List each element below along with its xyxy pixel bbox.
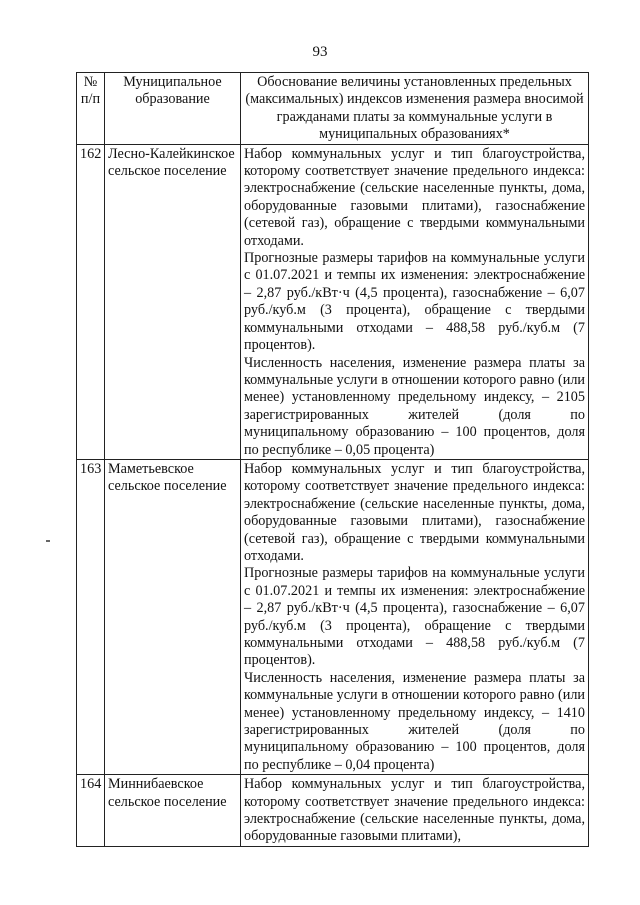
tariff-index-table — [76, 72, 589, 847]
justification-paragraph: Прогнозные размеры тарифов на коммунальные услуги с 01.07.2021 и темпы их изменения: электроснабжение – 2,87 руб./кВт·ч (4,5 процента), газоснабжение – 6,07 руб./куб.м (3 процента), обращение с твердыми коммунальными отходами – 488,58 руб./куб.м (7 процентов). — [244, 565, 585, 669]
justification-paragraph: Набор коммунальных услуг и тип благоустройства, которому соответствует значение предельного индекса: электроснабжение (сельские населенные пункты, дома, оборудованные газовыми плитами), газоснабжение (сетевой газ), обращение с твердыми коммунальными отходами. — [244, 460, 585, 564]
justification-paragraph: Численность населения, изменение размера платы за коммунальные услуги в отношении которого равно (или менее) установленному предельному индексу, – 2105 зарегистрированных жителей (доля по муниципальному образованию – 100 процентов, доля по республике – 0,05 процента) — [244, 354, 585, 458]
row-justification — [241, 144, 589, 459]
justification-paragraph: Набор коммунальных услуг и тип благоустройства, которому соответствует значение предельного индекса: электроснабжение (сельские населенные пункты, дома, оборудованные газовыми плитами), газоснабжение (сетевой газ), обращение с твердыми коммунальными отходами. — [244, 145, 585, 249]
table-row — [77, 144, 589, 459]
table-header-row — [77, 73, 589, 145]
table-row — [77, 775, 589, 847]
header-municipality: Муниципальное образование — [105, 73, 241, 145]
justification-paragraph: Прогнозные размеры тарифов на коммунальные услуги с 01.07.2021 и темпы их изменения: электроснабжение – 2,87 руб./кВт·ч (4,5 процента), газоснабжение – 6,07 руб./куб.м (3 процента), обращение с твердыми коммунальными отходами – 488,58 руб./куб.м (7 процентов). — [244, 250, 585, 354]
scan-mark — [46, 540, 50, 542]
row-number: 162 — [77, 144, 105, 459]
row-justification — [241, 775, 589, 847]
row-municipality: Миннибаевское сельское поселение — [105, 775, 241, 847]
row-municipality: Лесно-Калейкинское сельское поселение — [105, 144, 241, 459]
table-row — [77, 459, 589, 774]
row-municipality: Маметьевское сельское поселение — [105, 459, 241, 774]
row-number: 163 — [77, 459, 105, 774]
justification-paragraph: Численность населения, изменение размера платы за коммунальные услуги в отношении которого равно (или менее) установленному предельному индексу, – 1410 зарегистрированных жителей (доля по муниципальному образованию – 100 процентов, доля по республике – 0,04 процента) — [244, 669, 585, 773]
header-num: № п/п — [77, 73, 105, 145]
row-number: 164 — [77, 775, 105, 847]
row-justification — [241, 459, 589, 774]
justification-paragraph: Набор коммунальных услуг и тип благоустройства, которому соответствует значение предельного индекса: электроснабжение (сельские населенные пункты, дома, оборудованные газовыми плитами), — [244, 776, 585, 845]
page-number: 93 — [312, 44, 328, 60]
header-justification: Обоснование величины установленных предельных (максимальных) индексов изменения размера вносимой гражданами платы за коммунальные услуги в муниципальных образованиях* — [241, 73, 589, 145]
